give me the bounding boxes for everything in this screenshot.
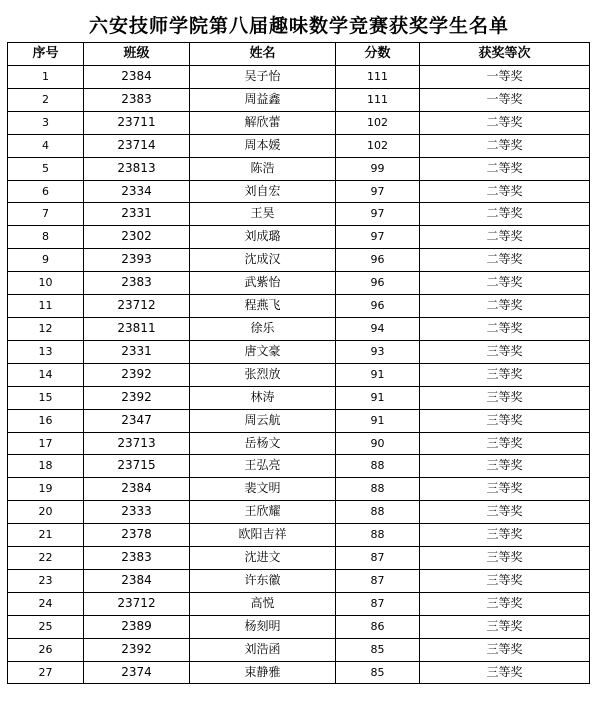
cell-score: 91: [336, 409, 420, 432]
cell-name: 杨刻明: [190, 615, 336, 638]
cell-class: 2384: [84, 478, 190, 501]
cell-class: 2374: [84, 661, 190, 684]
award-table: [7, 42, 590, 684]
table-row: [8, 203, 590, 226]
cell-index: 26: [8, 638, 84, 661]
cell-score: 96: [336, 249, 420, 272]
cell-award: 一等奖: [420, 66, 590, 89]
cell-name: 刘浩函: [190, 638, 336, 661]
cell-name: 周益鑫: [190, 88, 336, 111]
cell-index: 12: [8, 317, 84, 340]
cell-index: 5: [8, 157, 84, 180]
cell-index: 21: [8, 524, 84, 547]
cell-award: 二等奖: [420, 180, 590, 203]
cell-name: 徐乐: [190, 317, 336, 340]
cell-award: 三等奖: [420, 524, 590, 547]
table-row: [8, 592, 590, 615]
table-row: [8, 88, 590, 111]
cell-score: 102: [336, 111, 420, 134]
cell-name: 刘成璐: [190, 226, 336, 249]
cell-score: 90: [336, 432, 420, 455]
table-row: [8, 661, 590, 684]
cell-award: 二等奖: [420, 226, 590, 249]
table-header-row: [8, 43, 590, 66]
cell-award: 三等奖: [420, 661, 590, 684]
table-row: [8, 569, 590, 592]
cell-score: 91: [336, 386, 420, 409]
cell-class: 2302: [84, 226, 190, 249]
cell-class: 23712: [84, 295, 190, 318]
cell-score: 97: [336, 226, 420, 249]
cell-award: 二等奖: [420, 317, 590, 340]
cell-index: 27: [8, 661, 84, 684]
cell-class: 2383: [84, 272, 190, 295]
table-row: [8, 134, 590, 157]
cell-index: 20: [8, 501, 84, 524]
table-row: [8, 409, 590, 432]
cell-name: 高悦: [190, 592, 336, 615]
cell-score: 85: [336, 638, 420, 661]
cell-name: 林涛: [190, 386, 336, 409]
cell-class: 2347: [84, 409, 190, 432]
cell-index: 11: [8, 295, 84, 318]
cell-score: 96: [336, 272, 420, 295]
table-row: [8, 478, 590, 501]
cell-index: 22: [8, 547, 84, 570]
cell-index: 3: [8, 111, 84, 134]
cell-name: 王欣耀: [190, 501, 336, 524]
cell-score: 88: [336, 524, 420, 547]
cell-class: 2331: [84, 203, 190, 226]
cell-score: 99: [336, 157, 420, 180]
cell-award: 三等奖: [420, 340, 590, 363]
cell-class: 2384: [84, 66, 190, 89]
cell-score: 111: [336, 66, 420, 89]
cell-index: 6: [8, 180, 84, 203]
cell-name: 陈浩: [190, 157, 336, 180]
cell-award: 三等奖: [420, 455, 590, 478]
cell-score: 91: [336, 363, 420, 386]
cell-score: 102: [336, 134, 420, 157]
header-award: 获奖等次: [420, 43, 590, 66]
cell-award: 二等奖: [420, 134, 590, 157]
cell-score: 97: [336, 203, 420, 226]
cell-score: 93: [336, 340, 420, 363]
cell-name: 程燕飞: [190, 295, 336, 318]
cell-class: 2392: [84, 363, 190, 386]
cell-class: 2384: [84, 569, 190, 592]
cell-score: 96: [336, 295, 420, 318]
cell-score: 88: [336, 478, 420, 501]
cell-index: 25: [8, 615, 84, 638]
cell-name: 束静雅: [190, 661, 336, 684]
cell-award: 三等奖: [420, 386, 590, 409]
table-row: [8, 340, 590, 363]
cell-award: 二等奖: [420, 272, 590, 295]
cell-award: 二等奖: [420, 157, 590, 180]
cell-award: 三等奖: [420, 432, 590, 455]
table-row: [8, 317, 590, 340]
cell-score: 97: [336, 180, 420, 203]
header-class: 班级: [84, 43, 190, 66]
cell-name: 唐文豪: [190, 340, 336, 363]
table-row: [8, 638, 590, 661]
table-row: [8, 501, 590, 524]
table-row: [8, 157, 590, 180]
cell-award: 三等奖: [420, 501, 590, 524]
cell-name: 解欣蕾: [190, 111, 336, 134]
cell-name: 武紫怡: [190, 272, 336, 295]
cell-award: 三等奖: [420, 615, 590, 638]
table-body: [8, 66, 590, 684]
cell-class: 23811: [84, 317, 190, 340]
cell-index: 17: [8, 432, 84, 455]
cell-award: 二等奖: [420, 295, 590, 318]
cell-class: 2383: [84, 88, 190, 111]
header-name: 姓名: [190, 43, 336, 66]
cell-class: 2389: [84, 615, 190, 638]
cell-index: 15: [8, 386, 84, 409]
cell-score: 85: [336, 661, 420, 684]
cell-name: 吴子怡: [190, 66, 336, 89]
cell-award: 二等奖: [420, 249, 590, 272]
cell-score: 86: [336, 615, 420, 638]
cell-index: 9: [8, 249, 84, 272]
cell-award: 三等奖: [420, 478, 590, 501]
cell-score: 88: [336, 501, 420, 524]
cell-name: 刘自宏: [190, 180, 336, 203]
cell-name: 沈成汉: [190, 249, 336, 272]
table-row: [8, 249, 590, 272]
cell-class: 2392: [84, 386, 190, 409]
cell-award: 二等奖: [420, 111, 590, 134]
table-row: [8, 295, 590, 318]
cell-class: 23715: [84, 455, 190, 478]
cell-score: 94: [336, 317, 420, 340]
cell-class: 23714: [84, 134, 190, 157]
cell-name: 沈进文: [190, 547, 336, 570]
cell-name: 岳杨文: [190, 432, 336, 455]
cell-class: 2383: [84, 547, 190, 570]
cell-score: 87: [336, 547, 420, 570]
cell-class: 2334: [84, 180, 190, 203]
table-row: [8, 386, 590, 409]
cell-index: 8: [8, 226, 84, 249]
cell-score: 111: [336, 88, 420, 111]
cell-index: 24: [8, 592, 84, 615]
table-row: [8, 226, 590, 249]
cell-class: 23713: [84, 432, 190, 455]
table-row: [8, 272, 590, 295]
page-title: 六安技师学院第八届趣味数学竞赛获奖学生名单: [88, 15, 509, 37]
table-row: [8, 524, 590, 547]
cell-class: 2392: [84, 638, 190, 661]
table-row: [8, 432, 590, 455]
cell-award: 三等奖: [420, 569, 590, 592]
cell-index: 4: [8, 134, 84, 157]
cell-name: 欧阳吉祥: [190, 524, 336, 547]
cell-name: 张烈放: [190, 363, 336, 386]
cell-score: 87: [336, 592, 420, 615]
cell-name: 王弘亮: [190, 455, 336, 478]
cell-index: 19: [8, 478, 84, 501]
cell-name: 周云航: [190, 409, 336, 432]
cell-index: 10: [8, 272, 84, 295]
header-score: 分数: [336, 43, 420, 66]
cell-name: 周本媛: [190, 134, 336, 157]
cell-class: 23711: [84, 111, 190, 134]
table-row: [8, 455, 590, 478]
cell-class: 23813: [84, 157, 190, 180]
table-row: [8, 66, 590, 89]
cell-class: 23712: [84, 592, 190, 615]
cell-award: 一等奖: [420, 88, 590, 111]
cell-class: 2331: [84, 340, 190, 363]
cell-index: 18: [8, 455, 84, 478]
cell-award: 三等奖: [420, 409, 590, 432]
table-row: [8, 363, 590, 386]
cell-index: 7: [8, 203, 84, 226]
cell-name: 裴文明: [190, 478, 336, 501]
table-row: [8, 180, 590, 203]
cell-award: 三等奖: [420, 592, 590, 615]
table-row: [8, 615, 590, 638]
cell-index: 16: [8, 409, 84, 432]
table-row: [8, 111, 590, 134]
cell-class: 2378: [84, 524, 190, 547]
cell-award: 三等奖: [420, 638, 590, 661]
cell-index: 1: [8, 66, 84, 89]
cell-award: 二等奖: [420, 203, 590, 226]
cell-class: 2393: [84, 249, 190, 272]
table-row: [8, 547, 590, 570]
cell-index: 23: [8, 569, 84, 592]
cell-award: 三等奖: [420, 547, 590, 570]
cell-index: 14: [8, 363, 84, 386]
cell-award: 三等奖: [420, 363, 590, 386]
cell-class: 2333: [84, 501, 190, 524]
cell-score: 87: [336, 569, 420, 592]
cell-name: 许东徽: [190, 569, 336, 592]
cell-score: 88: [336, 455, 420, 478]
cell-index: 13: [8, 340, 84, 363]
header-index: 序号: [8, 43, 84, 66]
cell-index: 2: [8, 88, 84, 111]
cell-name: 王昊: [190, 203, 336, 226]
